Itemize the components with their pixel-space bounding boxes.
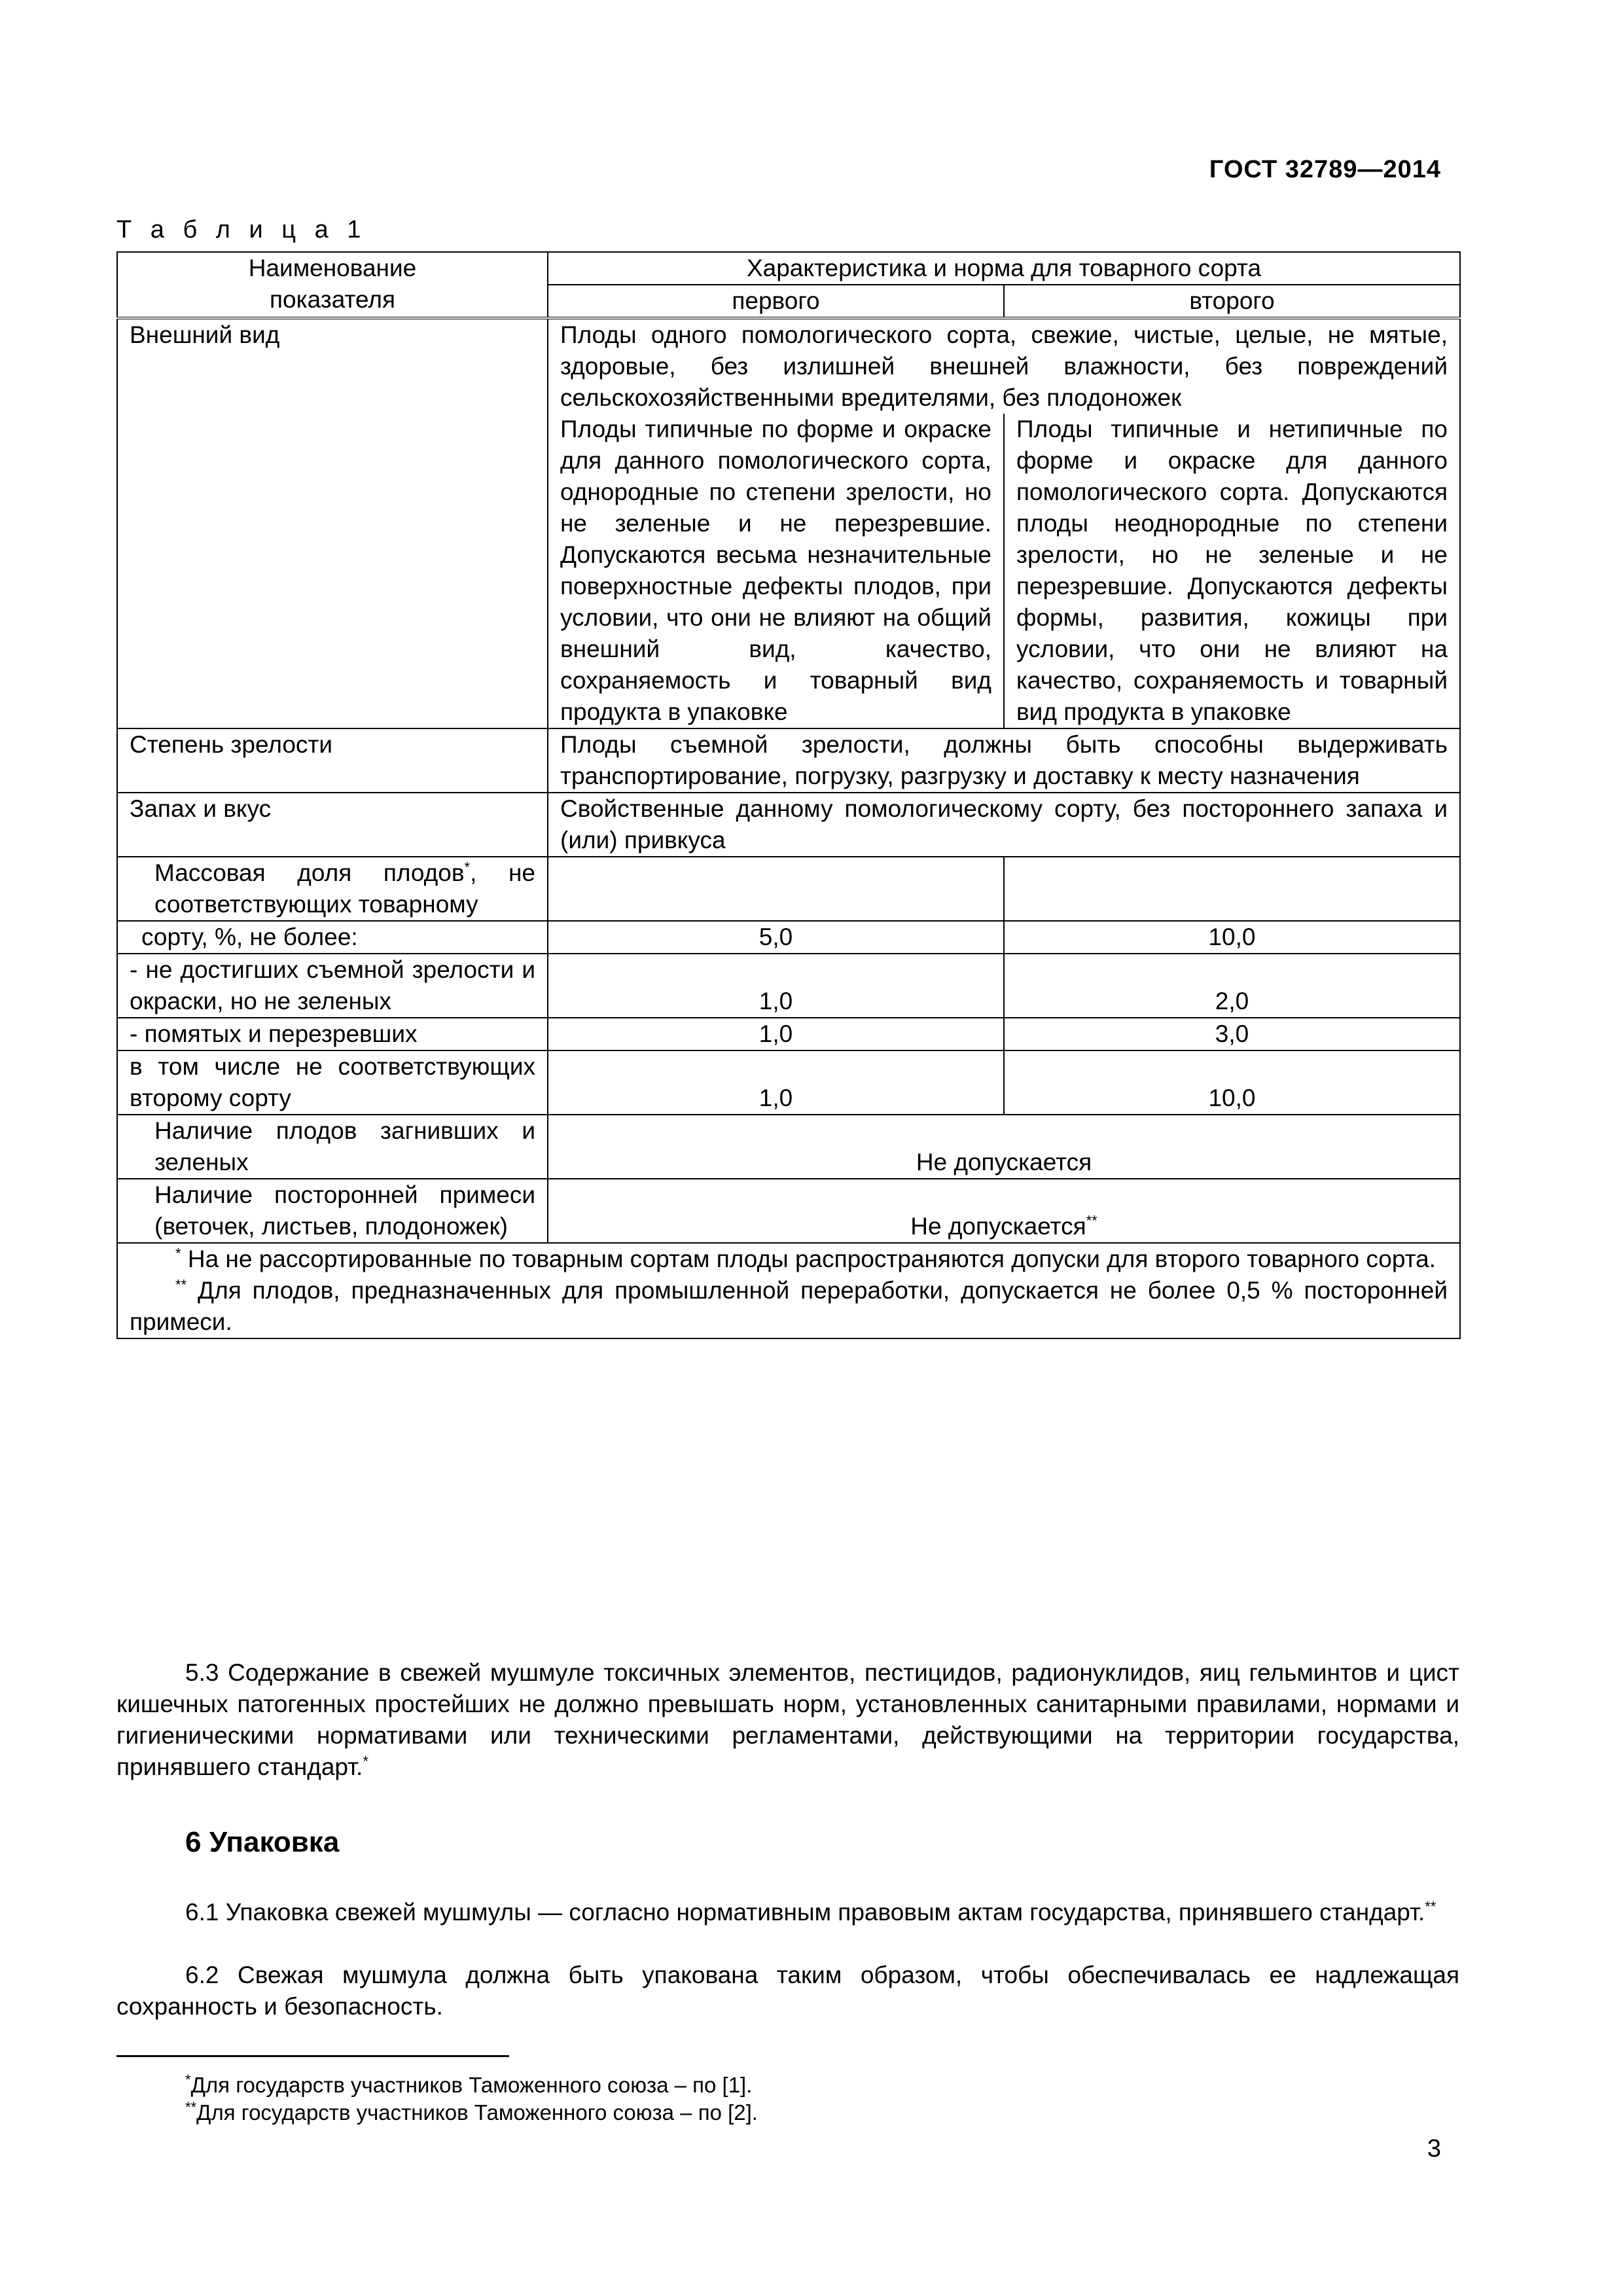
row-rotten	[117, 1115, 1460, 1179]
smell-value: Свойственные данному помологическому сорту, без постороннего запаха и (или) привкуса	[548, 793, 1460, 857]
quality-table	[116, 251, 1461, 1339]
appearance-first: Плоды типичные по форме и окраске для данного помологического сорта, однородные по степени зрелости, но не зеленые и не перезревшие. Допускаются весьма незначительные поверхностные дефекты плодов, при условии, что они не влияют на общий внешний вид, качество, сохраняемость и товарный вид продукта в упаковке	[548, 414, 1004, 728]
row-smell	[117, 793, 1460, 857]
note-2: ** Для плодов, предназначенных для промышленной переработки, допускается не более 0,5 % посторонней примеси.	[130, 1276, 1448, 1335]
unripe-second: 2,0	[1004, 954, 1460, 1018]
footnote-separator	[116, 2055, 509, 2057]
row-mass-b	[117, 921, 1460, 954]
mass-first: 5,0	[548, 921, 1004, 954]
crumpled-label: - помятых и перезревших	[117, 1018, 548, 1050]
note-1: * На не рассортированные по товарным сортам плоды распространяются допуски для второго товарного сорта.	[175, 1245, 1436, 1272]
table-caption: Т а б л и ц а 1	[116, 216, 367, 243]
not-second-second: 10,0	[1004, 1050, 1460, 1115]
row-unripe	[117, 954, 1460, 1018]
header-characteristic: Характеристика и норма для товарного сорта	[548, 252, 1460, 285]
mass-second: 10,0	[1004, 921, 1460, 954]
rotten-value: Не допускается	[548, 1115, 1460, 1179]
appearance-second: Плоды типичные и нетипичные по форме и окраске для данного помологического сорта. Допускаются плоды неоднородные по степени зрелости, но не зеленые и не перезревшие. Допускаются дефекты формы, развития, кожицы при условии, что они не влияют на качество, сохраняемость и товарный вид продукта в упаковке	[1004, 414, 1460, 728]
appearance-label: Внешний вид	[117, 318, 548, 728]
footnote-1: *Для государств участников Таможенного союза – по [1].	[185, 2072, 753, 2097]
rotten-label: Наличие плодов загнивших и зеленых	[117, 1115, 548, 1179]
row-foreign	[117, 1179, 1460, 1243]
crumpled-second: 3,0	[1004, 1018, 1460, 1050]
section-heading-packaging: 6 Упаковка	[185, 1826, 340, 1858]
paragraph-6-2: 6.2 Свежая мушмула должна быть упакована таким образом, чтобы обеспечивалась ее надлежащая сохранность и безопасность.	[116, 1962, 1459, 2020]
header-second-grade: второго	[1004, 285, 1460, 318]
not-second-label: в том числе не соответствующих второму сорту	[117, 1050, 548, 1115]
row-ripeness	[117, 728, 1460, 793]
row-appearance-common	[117, 318, 1460, 414]
header-indicator-name: Наименование показателя	[117, 252, 548, 318]
mass-second-empty	[1004, 857, 1460, 921]
mass-first-empty	[548, 857, 1004, 921]
row-notes	[117, 1243, 1460, 1338]
row-crumpled	[117, 1018, 1460, 1050]
row-not-second	[117, 1050, 1460, 1115]
unripe-label: - не достигших съемной зрелости и окраски, но не зеленых	[117, 954, 548, 1018]
appearance-common: Плоды одного помологического сорта, свежие, чистые, целые, не мятые, здоровые, без излишней внешней влажности, без повреждений сельскохозяйственными вредителями, без плодоножек	[548, 318, 1460, 414]
unripe-first: 1,0	[548, 954, 1004, 1018]
paragraph-5-3: 5.3 Содержание в свежей мушмуле токсичных элементов, пестицидов, радионуклидов, яиц гельминтов и цист кишечных патогенных простейших не должно превышать норм, установленных санитарными правилами, нормами и гигиеническими нормативами или техническими регламентами, действующими на территории государства, принявшего стандарт.*	[116, 1659, 1459, 1780]
crumpled-first: 1,0	[548, 1018, 1004, 1050]
ripeness-value: Плоды съемной зрелости, должны быть способны выдерживать транспортирование, погрузку, разгрузку и доставку к месту назначения	[548, 728, 1460, 793]
smell-label: Запах и вкус	[117, 793, 548, 857]
foreign-label: Наличие посторонней примеси (веточек, листьев, плодоножек)	[117, 1179, 548, 1243]
page-number: 3	[1427, 2135, 1441, 2162]
header-first-grade: первого	[548, 285, 1004, 318]
document-id: ГОСТ 32789—2014	[1209, 156, 1441, 183]
header-row-1	[117, 252, 1460, 285]
table-notes	[117, 1243, 1460, 1338]
foreign-value: Не допускается**	[548, 1179, 1460, 1243]
paragraph-6-1: 6.1 Упаковка свежей мушмулы — согласно нормативным правовым актам государства, принявшего стандарт.**	[185, 1898, 1436, 1926]
not-second-first: 1,0	[548, 1050, 1004, 1115]
mass-label-a: Массовая доля плодов*, не соответствующих товарному	[117, 857, 548, 921]
row-mass-a	[117, 857, 1460, 921]
mass-label-b: сорту, %, не более:	[117, 921, 548, 954]
footnote-2: **Для государств участников Таможенного союза – по [2].	[185, 2099, 758, 2125]
ripeness-label: Степень зрелости	[117, 728, 548, 793]
